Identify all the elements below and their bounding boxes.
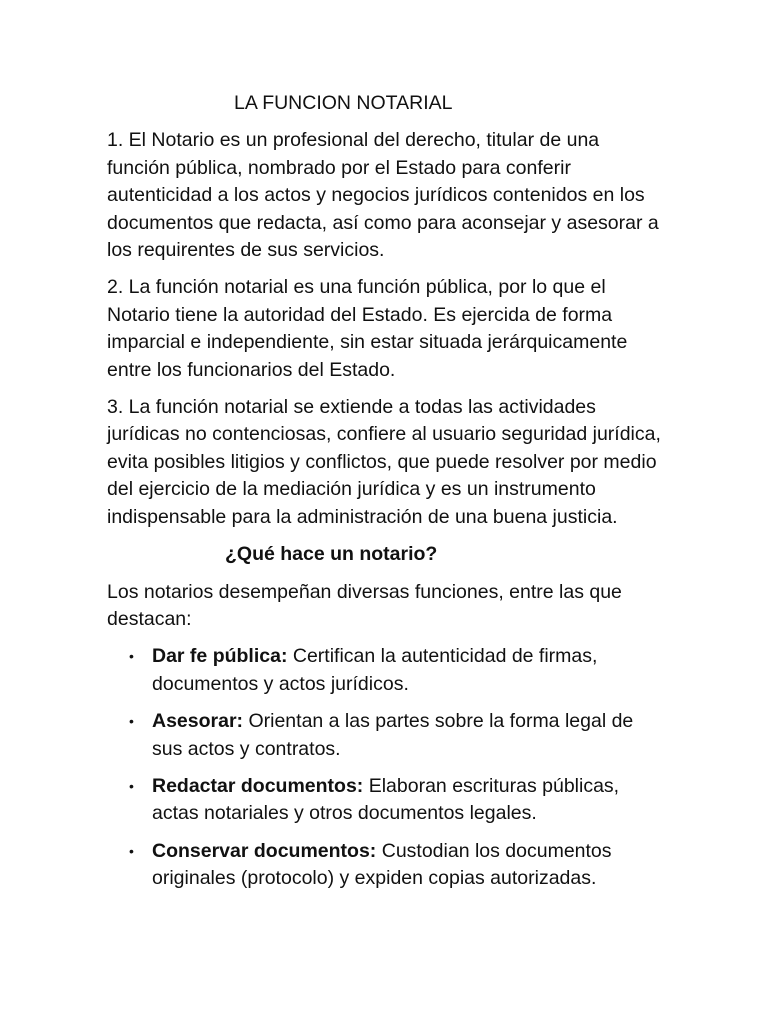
list-item-term: Redactar documentos: [152,774,364,797]
paragraph-1: 1. El Notario es un profesional del derecho, titular de una función pública, nombrado por el Estado para conferir autenticidad a los actos y negocios jurídicos contenidos en los documentos que redacta, así como para aconsejar y asesorar a los requirentes de sus servicios. [107,129,659,262]
bullet-icon: • [129,713,134,730]
section-heading: ¿Qué hace un notario? [225,543,438,566]
list-item-text: Elaboran escrituras públicas, actas notariales y otros documentos legales. [152,774,620,825]
list-item [107,708,667,763]
list-item [107,643,667,698]
bullet-icon: • [129,777,134,794]
list-item-text: Certifican la autenticidad de firmas, documentos y actos jurídicos. [152,645,598,695]
bullet-icon: • [129,648,134,665]
paragraph-3: 3. La función notarial se extiende a todas las actividades jurídicas no contenciosas, confiere al usuario seguridad jurídica, evita posibles litigios y conflictos, que puede resolver por medio del ejercicio de la mediación jurídica y es un instrumento indispensable para la administración de una buena justicia. [107,396,661,528]
list-item-text: Orientan a las partes sobre la forma legal de sus actos y contratos. [152,710,634,760]
functions-list [107,643,667,892]
bullet-icon: • [129,842,134,859]
list-item [107,838,667,893]
list-item-text: Custodian los documentos originales (protocolo) y expiden copias autorizadas. [152,839,612,890]
list-item-term: Conservar documentos: [152,839,377,862]
list-item-term: Dar fe pública: [152,645,288,668]
document-title: LA FUNCION NOTARIAL [234,92,453,114]
document-page [107,90,667,903]
list-item [107,773,667,828]
paragraph-2: 2. La función notarial es una función pública, por lo que el Notario tiene la autoridad del Estado. Es ejercida de forma imparcial e independiente, sin estar situada jerárquicamente entre los funcionarios del Estado. [107,276,628,381]
intro-paragraph: Los notarios desempeñan diversas funciones, entre las que destacan: [107,580,622,630]
list-item-term: Asesorar: [152,710,244,733]
